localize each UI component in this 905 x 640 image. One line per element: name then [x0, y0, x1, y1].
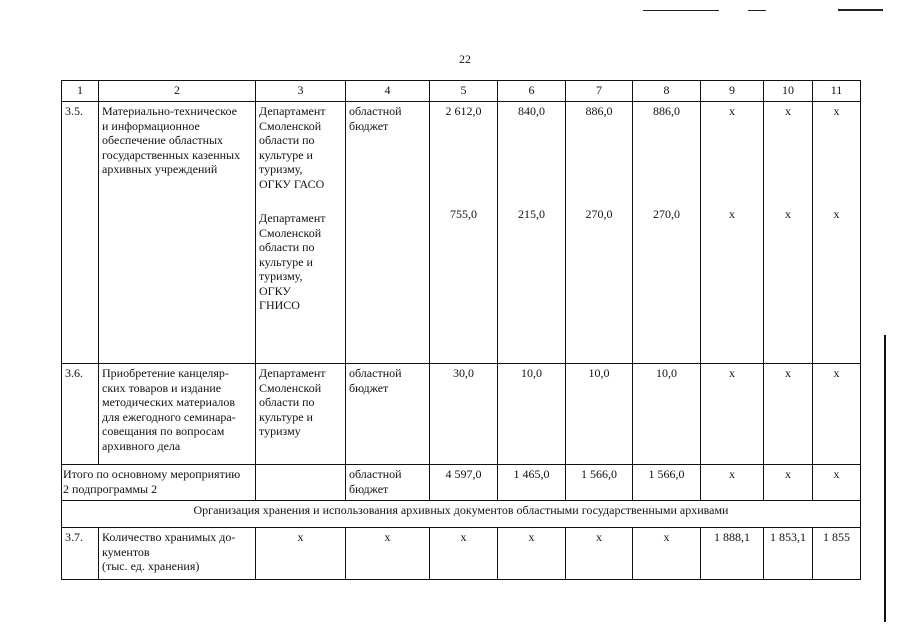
- section-title: Организация хранения и использования архивных документов областными государственными архивами: [62, 501, 861, 528]
- value-col-9: х: [701, 465, 764, 501]
- section-title-row: [62, 501, 861, 528]
- table-header-row: [62, 81, 861, 102]
- value-col-9: х х: [701, 102, 764, 364]
- table-row-3-5: [62, 102, 861, 364]
- executor-cell: [256, 465, 346, 501]
- header-cell: 8: [633, 81, 701, 102]
- value-col-10: х: [764, 364, 813, 465]
- executor-gaso: Департамент Смоленской области по культуре и туризму, ОГКУ ГАСО: [259, 104, 326, 191]
- header-cell: 7: [566, 81, 633, 102]
- activity-name: Материально-техническое и информационное обеспечение областных государственных казенных архивных учреждений: [99, 102, 256, 364]
- value-col-3: х: [256, 528, 346, 580]
- header-cell: 3: [256, 81, 346, 102]
- header-cell: 11: [813, 81, 861, 102]
- value-col-6: х: [498, 528, 566, 580]
- value-col-11: 1 855: [813, 528, 861, 580]
- funding-source: областной бюджет: [346, 102, 430, 364]
- scan-artifact-line: [748, 10, 766, 11]
- header-cell: 9: [701, 81, 764, 102]
- funding-source: областной бюджет: [346, 465, 430, 501]
- table-row-3-7: [62, 528, 861, 580]
- executor-gniso: Департамент Смоленской области по культуре и туризму, ОГКУ ГНИСО: [259, 211, 326, 312]
- activity-name: Количество хранимых до- кументов (тыс. ед. хранения): [99, 528, 256, 580]
- value-col-7: х: [566, 528, 633, 580]
- header-cell: 6: [498, 81, 566, 102]
- value-col-9: 1 888,1: [701, 528, 764, 580]
- value-col-8: 1 566,0: [633, 465, 701, 501]
- value-col-11: х х: [813, 102, 861, 364]
- executor-cell: [256, 102, 346, 364]
- header-cell: 10: [764, 81, 813, 102]
- executor-cell: Департамент Смоленской области по культуре и туризму: [256, 364, 346, 465]
- value-col-6: 10,0: [498, 364, 566, 465]
- value-col-8: 886,0 270,0: [633, 102, 701, 364]
- scan-artifact-line: [643, 10, 719, 11]
- activity-name: Приобретение канцеляр- ских товаров и издание методических материалов для ежегодного семинара- совещания по вопросам архивного дела: [99, 364, 256, 465]
- header-cell: 5: [430, 81, 498, 102]
- value-col-4: х: [346, 528, 430, 580]
- value-col-11: х: [813, 465, 861, 501]
- value-col-8: 10,0: [633, 364, 701, 465]
- value-col-5: 30,0: [430, 364, 498, 465]
- header-cell: 2: [99, 81, 256, 102]
- value-col-6: 1 465,0: [498, 465, 566, 501]
- budget-table: [61, 80, 861, 580]
- row-number: 3.6.: [62, 364, 99, 465]
- header-cell: 1: [62, 81, 99, 102]
- value-col-8: х: [633, 528, 701, 580]
- value-col-7: 886,0 270,0: [566, 102, 633, 364]
- table-row-3-6: [62, 364, 861, 465]
- value-col-5: 4 597,0: [430, 465, 498, 501]
- value-col-10: х: [764, 465, 813, 501]
- scan-artifact-edge: [884, 335, 886, 622]
- header-cell: 4: [346, 81, 430, 102]
- value-col-10: х х: [764, 102, 813, 364]
- value-col-6: 840,0 215,0: [498, 102, 566, 364]
- total-label: Итого по основному мероприятию 2 подпрограммы 2: [62, 465, 256, 501]
- page-number: 22: [459, 52, 471, 66]
- funding-source: областной бюджет: [346, 364, 430, 465]
- value-col-7: 1 566,0: [566, 465, 633, 501]
- value-col-5: х: [430, 528, 498, 580]
- row-number: 3.5.: [62, 102, 99, 364]
- scan-artifact-line: [838, 9, 883, 11]
- value-col-10: 1 853,1: [764, 528, 813, 580]
- value-col-11: х: [813, 364, 861, 465]
- value-col-7: 10,0: [566, 364, 633, 465]
- row-number: 3.7.: [62, 528, 99, 580]
- value-col-9: х: [701, 364, 764, 465]
- value-col-5: 2 612,0 755,0: [430, 102, 498, 364]
- table-row-total: [62, 465, 861, 501]
